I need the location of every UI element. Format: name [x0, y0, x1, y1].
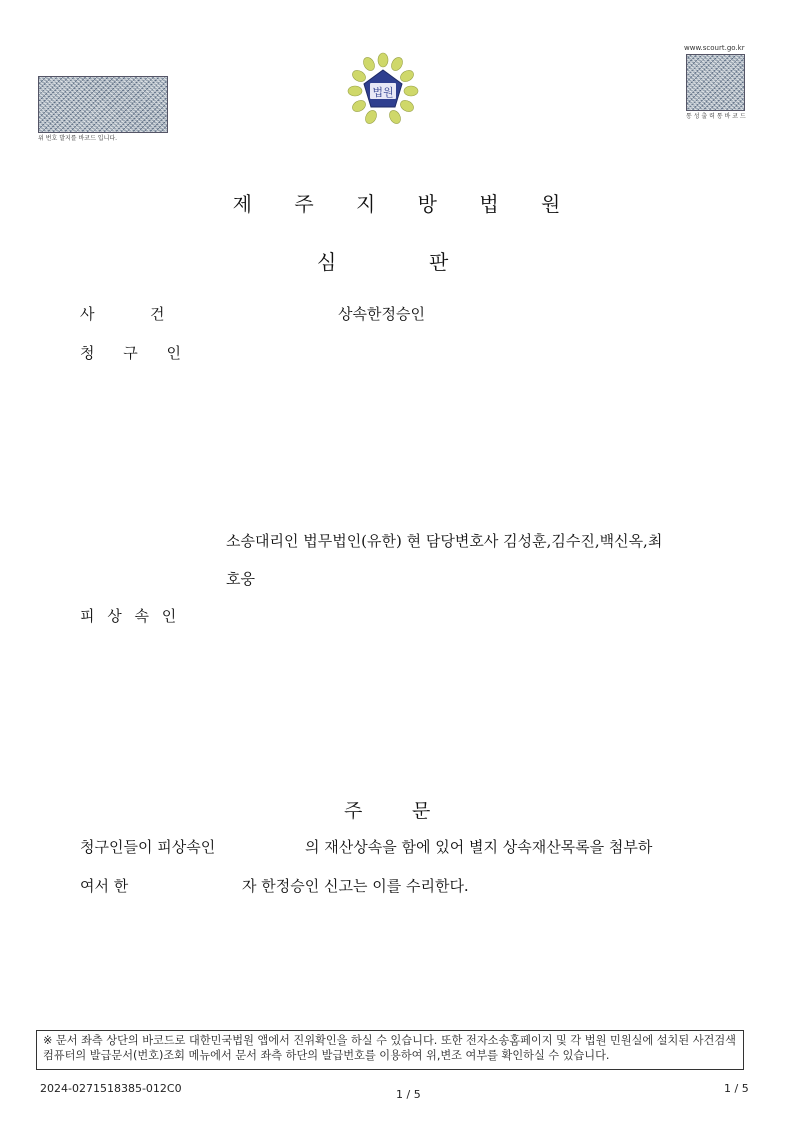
case-value: 상속한정승인: [338, 305, 425, 323]
doc-type-char-1: 심: [317, 250, 337, 274]
issue-number: 2024-0271518385-012C0: [40, 1082, 182, 1095]
case-label: 사 건: [80, 305, 165, 323]
court-seal-logo: [345, 52, 421, 128]
page-number-right: 1 / 5: [724, 1082, 749, 1095]
deceased-label: 피 상 속 인: [80, 607, 181, 625]
verification-barcode: [38, 76, 168, 133]
order-line-1b: 의 재산상속을 함에 있어 별지 상속재산목록을 첨부하: [305, 838, 653, 856]
right-barcode-caption: 통 성 출 력 통 바 코 드: [686, 113, 746, 120]
right-barcode-url: www.scourt.go.kr: [684, 44, 745, 52]
agent-line-1: 소송대리인 법무법인(유한) 현 담당변호사 김성훈,김수진,백신옥,최: [226, 532, 663, 550]
order-line-2b: 자 한정승인 신고는 이를 수리한다.: [242, 877, 469, 895]
order-title: 주 문: [344, 800, 431, 822]
agent-line-2: 호웅: [226, 570, 255, 588]
order-line-1a: 청구인들이 피상속인: [80, 838, 216, 856]
page-number-center: 1 / 5: [396, 1088, 421, 1101]
court-name: 제 주 지 방 법 원: [232, 192, 579, 216]
order-line-2a: 여서 한: [80, 877, 129, 895]
right-barcode: [686, 54, 745, 111]
left-barcode-caption: 위 번호 발지를 바코드 입니다.: [38, 135, 118, 142]
doc-type-char-2: 판: [429, 250, 449, 274]
court-seal-text: 법원: [372, 86, 394, 99]
petitioner-label: 청 구 인: [80, 344, 194, 362]
verification-notice: ※ 문서 좌측 상단의 바코드로 대한민국법원 앱에서 진위확인을 하실 수 있습니다. 또한 전자소송홈페이지 및 각 법원 민원실에 설치된 사건검색 컴퓨터의 발급문서(번호)조회 메뉴에서 문서 좌측 하단의 발급번호를 이용하여 위,변조 여부를 확인하실 수 있습니다.: [36, 1030, 744, 1070]
document-type: [317, 246, 467, 275]
